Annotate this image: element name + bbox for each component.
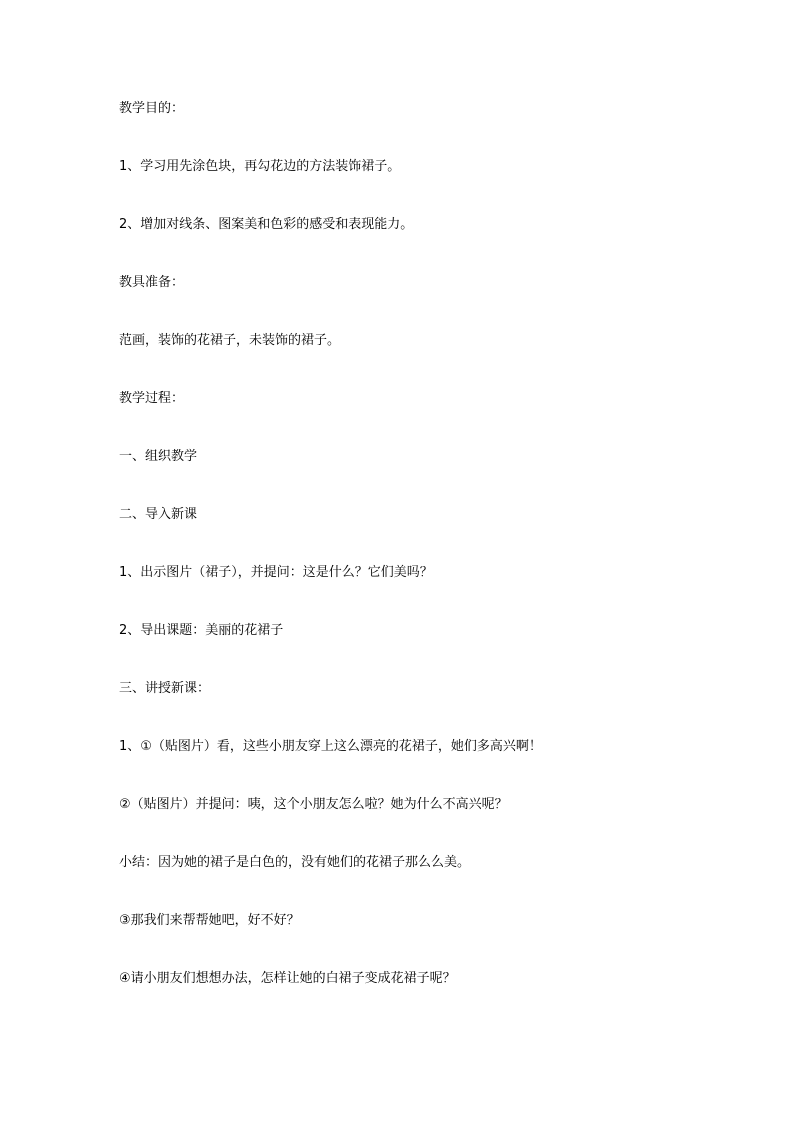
document-body: [119, 100, 719, 1028]
step-3-item-2: ②（贴图片）并提问：咦，这个小朋友怎么啦？她为什么不高兴呢？: [119, 797, 508, 812]
summary-text: 小结：因为她的裙子是白色的，没有她们的花裙子那么么美。: [119, 855, 471, 870]
step-2-item-1: 1、出示图片（裙子），并提问：这是什么？它们美吗？: [119, 565, 433, 580]
process-step-3: 三、讲授新课：: [119, 681, 211, 696]
step-3-item-1: 1、①（贴图片）看，这些小朋友穿上这么漂亮的花裙子，她们多高兴啊！: [119, 739, 542, 754]
process-step-1: 一、组织教学: [119, 449, 198, 464]
goal-item-1: 1、学习用先涂色块，再勾花边的方法装饰裙子。: [119, 159, 401, 174]
heading-teaching-process: 教学过程：: [119, 391, 185, 406]
step-3-item-4: ④请小朋友们想想办法，怎样让她的白裙子变成花裙子呢？: [119, 971, 456, 986]
step-2-item-2: 2、导出课题：美丽的花裙子: [119, 623, 284, 638]
process-step-2: 二、导入新课: [119, 507, 198, 522]
heading-teaching-goals: 教学目的：: [119, 101, 185, 116]
step-3-item-3: ③那我们来帮帮她吧，好不好？: [119, 913, 300, 928]
goal-item-2: 2、增加对线条、图案美和色彩的感受和表现能力。: [119, 217, 414, 232]
heading-teaching-aids: 教具准备：: [119, 275, 185, 290]
teaching-aids-text: 范画，装饰的花裙子，未装饰的裙子。: [119, 333, 341, 348]
